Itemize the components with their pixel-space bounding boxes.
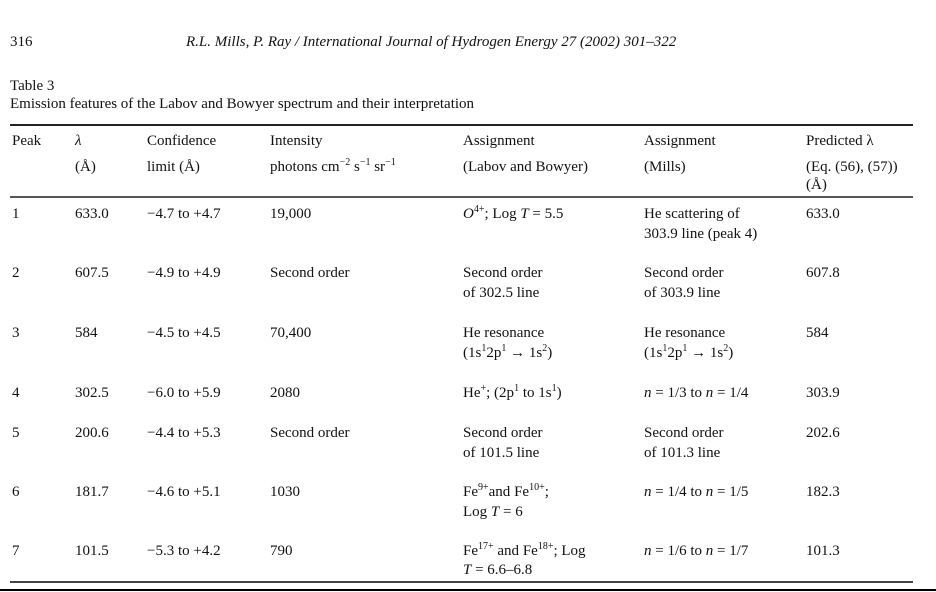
cell-predicted: 303.9 [806, 385, 840, 401]
cell-assignment-mills: n = 1/3 to n = 1/4 [644, 385, 749, 401]
cell-assignment-lb-line2: Log T = 6 [463, 504, 523, 520]
cell-confidence: −4.5 to +4.5 [147, 325, 221, 341]
cell-assignment-mills: He scattering of [644, 206, 740, 222]
cell-lambda: 101.5 [75, 543, 109, 559]
cell-confidence: −4.7 to +4.7 [147, 206, 221, 222]
cell-assignment-mills: n = 1/6 to n = 1/7 [644, 543, 749, 559]
cell-peak: 1 [12, 206, 20, 222]
cell-predicted: 101.3 [806, 543, 840, 559]
cell-assignment-lb-line2: of 302.5 line [463, 285, 540, 301]
cell-lambda: 302.5 [75, 385, 109, 401]
cell-assignment-mills: Second order [644, 265, 724, 281]
cell-assignment-mills: n = 1/4 to n = 1/5 [644, 484, 749, 500]
col-header-peak: Peak [12, 133, 42, 149]
cell-assignment-lb: He+; ($2p^1$ to $1s^1$) [463, 383, 562, 401]
col-header-assignment-lb-sub: (Labov and Bowyer) [463, 159, 588, 175]
cell-assignment-lb-line2: T = 6.6–6.8 [463, 562, 533, 578]
col-header-assignment-lb: Assignment [463, 133, 535, 149]
col-header-predicted-unit: (Å) [806, 177, 827, 193]
cell-predicted: 182.3 [806, 484, 840, 500]
cell-lambda: 607.5 [75, 265, 109, 281]
cell-confidence: −6.0 to +5.9 [147, 385, 221, 401]
cell-assignment-mills-line2: of 303.9 line [644, 285, 721, 301]
col-header-intensity: Intensity [270, 133, 323, 149]
cell-lambda: 584 [75, 325, 98, 341]
cell-assignment-mills: He resonance [644, 325, 726, 341]
cell-intensity: 1030 [270, 484, 300, 500]
cell-peak: 7 [12, 543, 20, 559]
table-header-rule [10, 196, 913, 198]
cell-intensity: 2080 [270, 385, 300, 401]
cell-predicted: 202.6 [806, 425, 840, 441]
col-header-assignment-mills: Assignment [644, 133, 716, 149]
cell-predicted: 633.0 [806, 206, 840, 222]
table-caption: Emission features of the Labov and Bowyer spectrum and their interpretation [10, 96, 475, 112]
cell-lambda: 200.6 [75, 425, 109, 441]
page-edge-line [0, 589, 936, 591]
table-bottom-rule [10, 581, 913, 583]
cell-confidence: −4.9 to +4.9 [147, 265, 221, 281]
cell-peak: 3 [12, 325, 20, 341]
cell-intensity: Second order [270, 265, 350, 281]
cell-assignment-mills: Second order [644, 425, 724, 441]
cell-assignment-lb: $O^{4+}$; Log T = 5.5 [463, 204, 564, 222]
cell-peak: 5 [12, 425, 20, 441]
table-top-rule [10, 124, 913, 126]
col-header-intensity-unit: photons $cm^{-2}$ $s^{-1}$ $sr^{-1}$ [270, 157, 396, 175]
col-header-predicted-eq: (Eq. (56), (57)) [806, 159, 898, 175]
cell-assignment-mills-line2: 303.9 line (peak 4) [644, 226, 758, 242]
cell-intensity: 19,000 [270, 206, 312, 222]
col-header-predicted: Predicted λ [806, 133, 874, 149]
col-header-lambda-unit: (Å) [75, 159, 96, 175]
running-head: R.L. Mills, P. Ray / International Journal of Hydrogen Energy 27 (2002) 301–322 [186, 34, 677, 50]
cell-intensity: 70,400 [270, 325, 312, 341]
col-header-confidence: Confidence [147, 133, 217, 149]
cell-intensity: Second order [270, 425, 350, 441]
cell-confidence: −4.4 to +5.3 [147, 425, 221, 441]
cell-predicted: 607.8 [806, 265, 840, 281]
page-number: 316 [10, 34, 33, 50]
cell-confidence: −4.6 to +5.1 [147, 484, 221, 500]
cell-assignment-lb: He resonance [463, 325, 545, 341]
col-header-assignment-mills-sub: (Mills) [644, 159, 686, 175]
cell-peak: 2 [12, 265, 20, 281]
cell-assignment-lb-line2: of 101.5 line [463, 445, 540, 461]
table-label: Table 3 [10, 78, 55, 94]
cell-confidence: −5.3 to +4.2 [147, 543, 221, 559]
col-header-confidence-unit: limit (Å) [147, 159, 200, 175]
cell-peak: 6 [12, 484, 20, 500]
cell-lambda: 181.7 [75, 484, 109, 500]
cell-assignment-lb: $Fe^{9+}and$ $Fe^{10+}$; [463, 482, 549, 500]
cell-assignment-lb: Second order [463, 265, 543, 281]
cell-predicted: 584 [806, 325, 829, 341]
col-header-lambda: λ [75, 133, 82, 149]
cell-intensity: 790 [270, 543, 293, 559]
cell-assignment-lb: $Fe^{17+}$ and $Fe^{18+}$; Log [463, 541, 586, 559]
cell-assignment-lb-line2: $(1s^12p^1 \to 1s^2)$ [463, 343, 553, 361]
cell-assignment-mills-line2: of 101.3 line [644, 445, 721, 461]
cell-assignment-lb: Second order [463, 425, 543, 441]
cell-peak: 4 [12, 385, 20, 401]
cell-lambda: 633.0 [75, 206, 109, 222]
cell-assignment-mills-line2: $(1s^12p^1 \to 1s^2)$ [644, 343, 734, 361]
